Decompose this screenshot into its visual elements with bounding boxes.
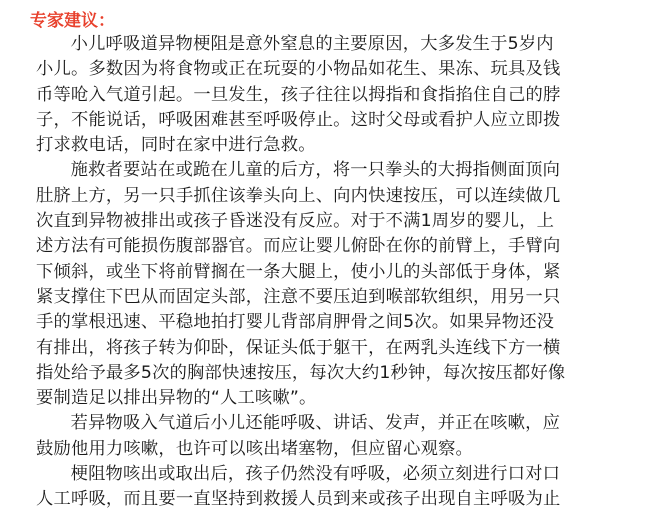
text-line: 有排出，将孩子转为仰卧，保证头低于躯干，在两乳头连线下方一横 [36, 337, 561, 358]
text-line: 小儿。多数因为将食物或正在玩耍的小物品如花生、果冻、玩具及钱 [36, 59, 561, 80]
text-line: 梗阻物咳出或取出后，孩子仍然没有呼吸，必须立刻进行口对口 [70, 464, 561, 485]
text-line: 下倾斜，或坐下将前臂搁在一条大腿上，使小儿的头部低于身体，紧 [36, 261, 561, 282]
text-line: 要制造足以排出异物的“人工咳嗽”。 [36, 388, 317, 409]
text-line: 鼓励他用力咳嗽，也许可以咳出堵塞物，但应留心观察。 [36, 438, 474, 459]
text-line: 指处给予最多5次的胸部快速按压，每次大约1秒钟，每次按压都好像 [36, 362, 566, 383]
text-line: 述方法有可能损伤腹部器官。而应让婴儿俯卧在你的前臂上，手臂向 [36, 236, 561, 257]
text-line: 打求救电话，同时在家中进行急救。 [36, 135, 316, 156]
paragraph-4 [36, 462, 651, 513]
text-line: 人工呼吸，而且要一直坚持到救援人员到来或孩子出现自主呼吸为止 [36, 489, 561, 510]
text-line: 肚脐上方，另一只手抓住该拳头向上、向内快速按压，可以连续做几 [36, 185, 561, 206]
text-line: 子，不能说话，呼吸困难甚至呼吸停止。这时父母或看护人应立即拨 [36, 109, 561, 130]
section-heading: 专家建议： [30, 11, 115, 31]
text-line: 次直到异物被排出或孩子昏迷没有反应。对于不满1周岁的婴儿，上 [36, 211, 555, 232]
text-line: 若异物吸入气道后小儿还能呼吸、讲话、发声，并正在咳嗽，应 [70, 413, 561, 434]
paragraph-1 [36, 32, 651, 158]
text-line: 手的掌根迅速、平稳地拍打婴儿背部肩胛骨之间5次。如果异物还没 [36, 312, 555, 333]
paragraph-2 [36, 158, 651, 411]
text-line: 紧支撑住下巴从而固定头部，注意不要压迫到喉部软组织，用另一只 [36, 286, 561, 307]
text-line: 施救者要站在或跪在儿童的后方，将一只拳头的大拇指侧面顶向 [70, 160, 561, 181]
paragraph-3 [36, 411, 651, 462]
text-line: 币等呛入气道引起。一旦发生，孩子往往以拇指和食指掐住自己的脖 [36, 84, 561, 105]
text-line: 小儿呼吸道异物梗阻是意外窒息的主要原因，大多发生于5岁内 [70, 34, 554, 54]
